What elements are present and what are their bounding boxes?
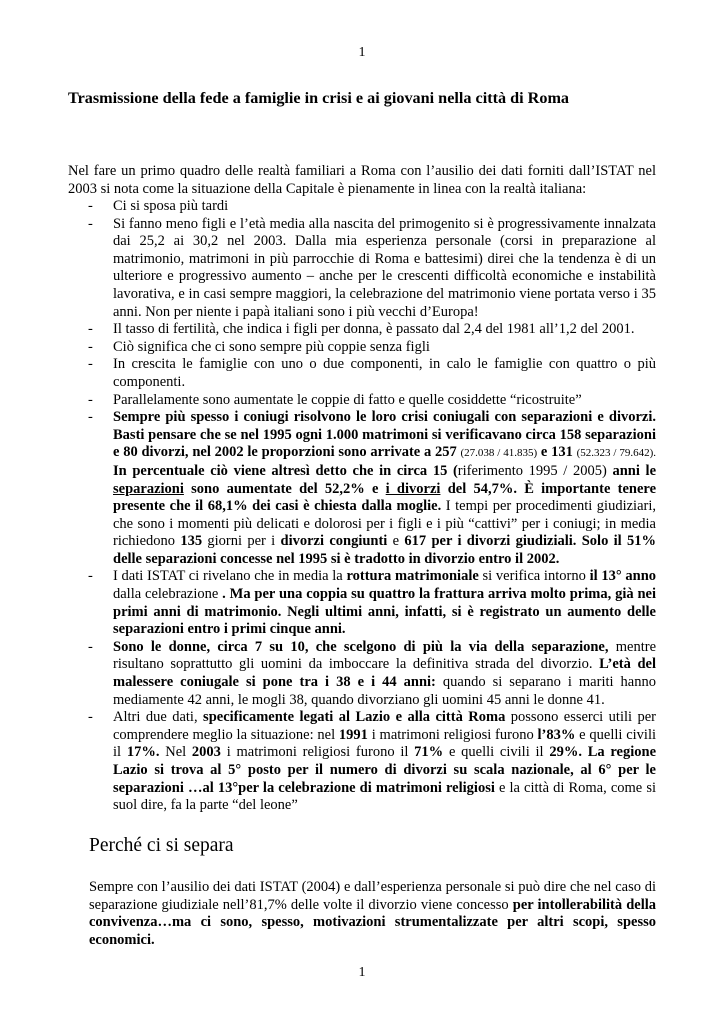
women-text: mentre risultano soprattutto gli uomini da imboccare la definitiva strada del divorzio. — [113, 638, 657, 673]
separations-text: e — [392, 533, 400, 550]
document-title: Trasmissione della fede a famiglie in crisi e ai giovani nella città di Roma — [68, 89, 570, 107]
rupture-text: dalla celebrazione — [113, 586, 219, 603]
bullet-dash: - — [88, 638, 93, 655]
separations-underlined: separazioni — [113, 480, 184, 497]
separations-text: giorni per i — [207, 533, 276, 550]
bullet-dash: - — [88, 356, 93, 373]
closing-text-bold: per intollerabilità della convivenza…ma ci sono, spesso, motivazioni strumentalizzate per altri scopi, spesso economici. — [89, 896, 657, 948]
list-item — [88, 356, 656, 391]
lazio-text: 2003 — [191, 744, 221, 761]
page-number-bottom: 1 — [358, 965, 366, 980]
bullet-dash: - — [88, 321, 93, 338]
bullet-dash: - — [88, 709, 93, 726]
list-item — [88, 339, 656, 357]
lazio-text: 1991 — [338, 726, 368, 743]
separations-text: anni le — [612, 462, 657, 479]
list-item — [88, 639, 656, 709]
lazio-text: Nel — [165, 744, 187, 761]
lazio-text: e quelli civili il — [113, 726, 657, 761]
lazio-text: possono esserci utili per comprendere meglio la situazione: nel — [113, 709, 656, 743]
separations-text: 617 per i divorzi giudiziali. Solo il 51% delle separazioni concesse nel 1995 si è tradotto in divorzio entro il 2002. — [113, 533, 657, 567]
lazio-text: i matrimoni religiosi furono — [371, 726, 534, 743]
separations-text: del 54,7%. È importante tenere presente che il 68,1% dei casi è chiesta dalla moglie. — [113, 480, 657, 515]
list-item-text: In crescita le famiglie con uno o due componenti, in calo le famiglie con quattro o più componenti. — [113, 356, 656, 390]
list-item-text: Il tasso di fertilità, che indica i figli per donna, è passato dal 2,4 del 1981 all’1,2 del 2001. — [113, 321, 635, 338]
women-text: quando si separano i mariti hanno mediamente 42 anni, le mogli 38, quando divorziano gli uomini 45 anni le donne 41. — [113, 674, 656, 708]
rupture-text: il 13° anno — [589, 568, 657, 585]
separations-text: divorzi congiunti — [280, 533, 388, 550]
section-title: Perché ci si separa — [89, 835, 234, 856]
reference-note: riferimento 1995 / 2005) — [457, 462, 607, 479]
women-text: Sono le donne, circa 7 su 10, che scelgono di più la via della separazione, — [113, 638, 609, 655]
closing-paragraph — [89, 879, 656, 949]
women-text: L’età del malessere coniugale si pone tra i 38 e i 44 anni: — [113, 656, 656, 691]
bullet-dash: - — [88, 215, 93, 232]
list-item-text: Si fanno meno figli e l’età media alla nascita del primogenito si è progressivamente innalzata dai 25,2 ai 30,2 nel 2003. Dalla mia esperienza personale (corsi in preparazione al matrimonio, matrimoni in più parrocchie di Roma e battesimi) direi che la tendenza è di un ulteriore e progressivo aumento – anche per le crescenti difficoltà economiche e instabilità lavorativa, e in casi sempre maggiori, la celebrazione del matrimonio viene portata verso i 35 anni. Non per niente i papà italiani sono i più vecchi d’Europa! — [113, 215, 656, 320]
lazio-text: Altri due dati, — [113, 709, 198, 726]
separations-text: I tempi per procedimenti giudiziari, che sono i momenti più delicati e dolorosi per i figli e i più “cattivi” per i coniugi; in media richiedono — [113, 498, 656, 550]
bullet-dash: - — [88, 198, 93, 214]
list-item — [88, 392, 656, 410]
lazio-text: specificamente legati al Lazio e alla città Roma — [203, 709, 506, 726]
lazio-text: l’83% — [537, 726, 576, 743]
separations-text: Sempre più spesso i coniugi risolvono le loro crisi coniugali con separazioni e divorzi. Basti pensare che se nel 1995 ogni 1.000 matrimoni si verificavano circa 158 separazioni e 80 divorzi, nel 2002 le proporzioni sono arrivate a 257 — [113, 409, 656, 461]
rupture-text: . Ma per una coppia su quattro la frattura arriva molto prima, già nei primi anni di matrimonio. Negli ultimi anni, infatti, si è registrato un aumento delle separazioni entro i primi cinque anni. — [113, 586, 656, 638]
list-item — [88, 709, 656, 815]
separations-text: e 131 — [540, 444, 573, 461]
list-item — [88, 321, 656, 339]
list-item-text: Parallelamente sono aumentate le coppie di fatto e quelle cosiddette “ricostruite” — [113, 391, 582, 408]
bullet-dash: - — [88, 568, 93, 585]
list-item — [88, 568, 656, 638]
rupture-text: I dati ISTAT ci rivelano che in media la — [113, 568, 343, 585]
ratio-note: (27.038 / 41.835) — [460, 447, 538, 460]
list-item-text: Ci si sposa più tardi — [113, 198, 229, 214]
lazio-text: e quelli civili il — [448, 744, 544, 761]
bullet-list — [88, 198, 656, 815]
intro-paragraph: Nel fare un primo quadro delle realtà familiari a Roma con l’ausilio dei dati forniti dall’ISTAT nel 2003 si nota come la situazione della Capitale è pienamente in linea con la realtà italiana: — [68, 163, 656, 197]
bullet-dash: - — [88, 391, 93, 408]
rupture-text: rottura matrimoniale — [346, 568, 479, 585]
list-item — [88, 198, 656, 216]
lazio-text: i matrimoni religiosi furono il — [226, 744, 409, 761]
separations-text: sono aumentate del 52,2% e — [191, 480, 379, 497]
lazio-text: 71% — [414, 744, 444, 761]
bullet-dash: - — [88, 409, 93, 426]
bullet-dash: - — [88, 338, 93, 355]
rupture-text: si verifica intorno — [482, 568, 586, 585]
separations-text: In percentuale ciò viene altresì detto che in circa 15 ( — [113, 462, 458, 479]
lazio-text: e la città di Roma, come si suol dire, fa la parte “del leone” — [113, 779, 656, 814]
list-item — [88, 409, 656, 568]
lazio-text: 29%. La regione Lazio si trova al 5° posto per il numero di divorzi su scala nazionale, al 6° per le separazioni …al 13°per la celebrazione di matrimoni religiosi — [113, 744, 657, 796]
separations-text: 135 — [180, 533, 203, 550]
list-item — [88, 216, 656, 322]
closing-text: Sempre con l’ausilio dei dati ISTAT (2004) e dall’esperienza personale si può dire che nel caso di separazione giudiziale nell’81,7% delle volte il divorzio viene concesso — [89, 879, 656, 913]
divorces-underlined: i divorzi — [385, 480, 441, 497]
ratio-note: (52.323 / 79.642). — [576, 447, 657, 460]
lazio-text: 17%. — [126, 744, 160, 761]
list-item-text: Ciò significa che ci sono sempre più coppie senza figli — [113, 338, 430, 355]
page-number-top: 1 — [358, 45, 366, 60]
